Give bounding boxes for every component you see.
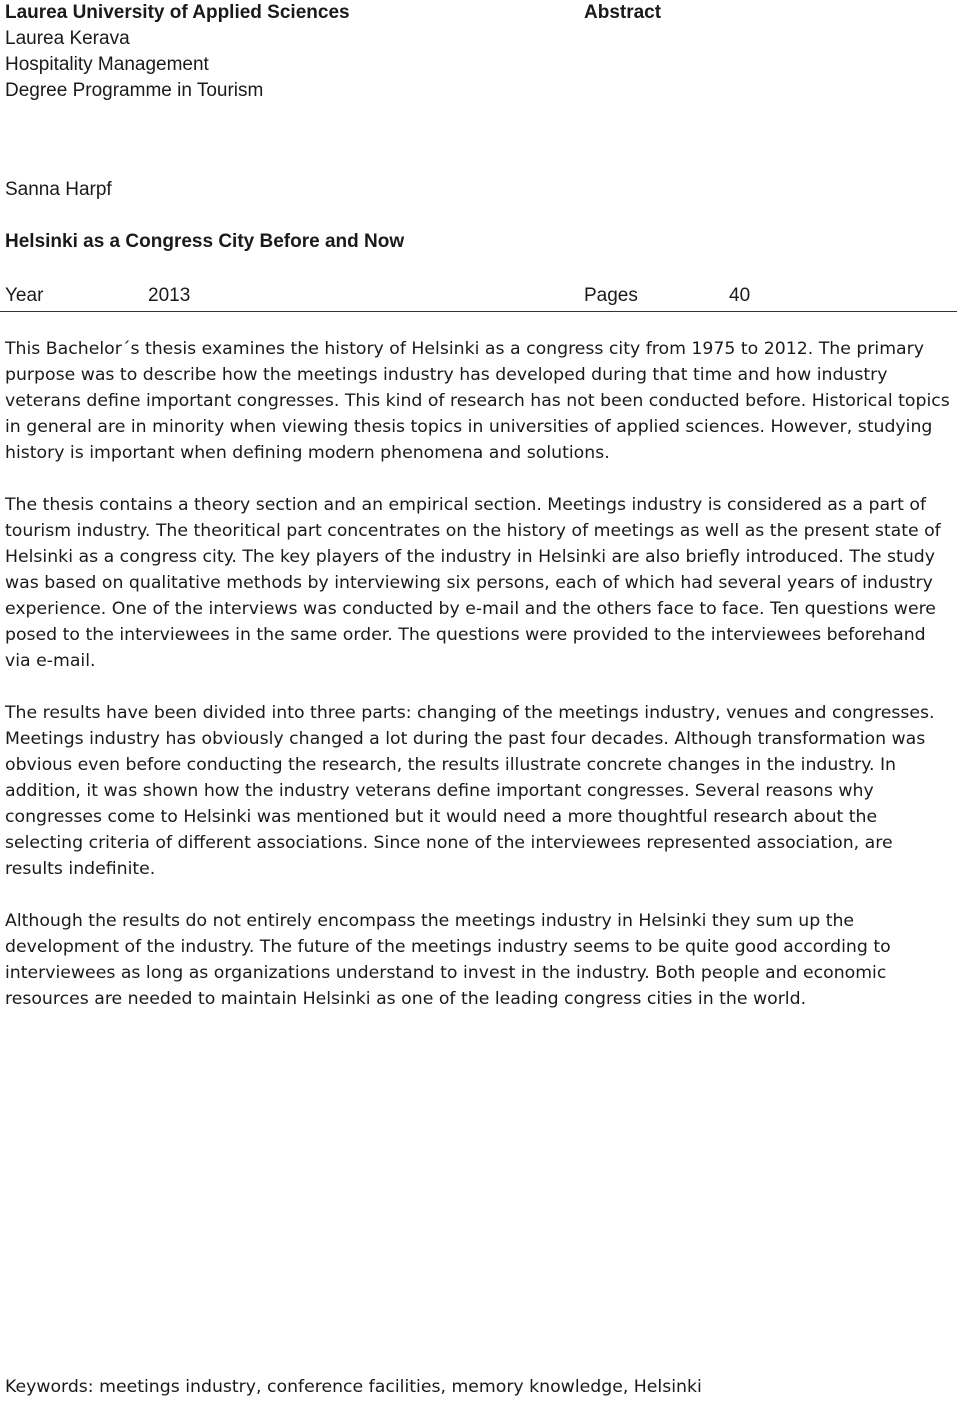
author-name: Sanna Harpf (5, 179, 112, 200)
abstract-paragraph-3: The results have been divided into three parts: changing of the meetings industry, venues and congresses. Meetings industry has obviously changed a lot during the past four decades. Although transformation was obvious even before conducting the research, the results illustrate concrete changes in the industry. In addition, it was shown how the industry veterans define important congresses. Several reasons why congresses come to Helsinki was mentioned but it would need a more thoughtful research about the selecting criteria of different associations. Since none of the interviewees represented association, are results indefinite. (5, 703, 935, 879)
abstract-paragraph-1: This Bachelor´s thesis examines the history of Helsinki as a congress city from 1975 to 2012. The primary purpose was to describe how the meetings industry has developed during that time and how industry veterans define important congresses. This kind of research has not been conducted before. Historical topics in general are in minority when viewing thesis topics in universities of applied sciences. However, studying history is important when defining modern phenomena and solutions. (5, 339, 950, 463)
programme-name: Degree Programme in Tourism (5, 80, 264, 101)
abstract-label: Abstract (584, 2, 662, 23)
pages-label: Pages (584, 285, 638, 306)
year-value: 2013 (148, 285, 191, 306)
thesis-title: Helsinki as a Congress City Before and Now (5, 231, 405, 252)
abstract-paragraph-2: The thesis contains a theory section and an empirical section. Meetings industry is considered as a part of tourism industry. The theoritical part concentrates on the history of meetings as well as the present state of Helsinki as a congress city. The key players of the industry in Helsinki are also briefly introduced. The study was based on qualitative methods by interviewing six persons, each of which had several years of industry experience. One of the interviews was conducted by e-mail and the others face to face. Ten questions were posed to the interviewees in the same order. The questions were provided to the interviewees beforehand via e-mail. (5, 495, 941, 671)
abstract-body (5, 336, 953, 1038)
keywords: Keywords: meetings industry, conference facilities, memory knowledge, Helsinki (5, 1377, 702, 1397)
abstract-paragraph-4: Although the results do not entirely encompass the meetings industry in Helsinki they sum up the development of the industry. The future of the meetings industry seems to be quite good according to interviewees as long as organizations understand to invest in the industry. Both people and economic resources are needed to maintain Helsinki as one of the leading congress cities in the world. (5, 911, 891, 1009)
meta-row (0, 281, 957, 312)
department-name: Hospitality Management (5, 54, 209, 75)
year-label: Year (5, 285, 44, 306)
campus-name: Laurea Kerava (5, 28, 130, 49)
university-name: Laurea University of Applied Sciences (5, 2, 350, 23)
document-header (5, 0, 955, 110)
pages-value: 40 (729, 285, 751, 306)
